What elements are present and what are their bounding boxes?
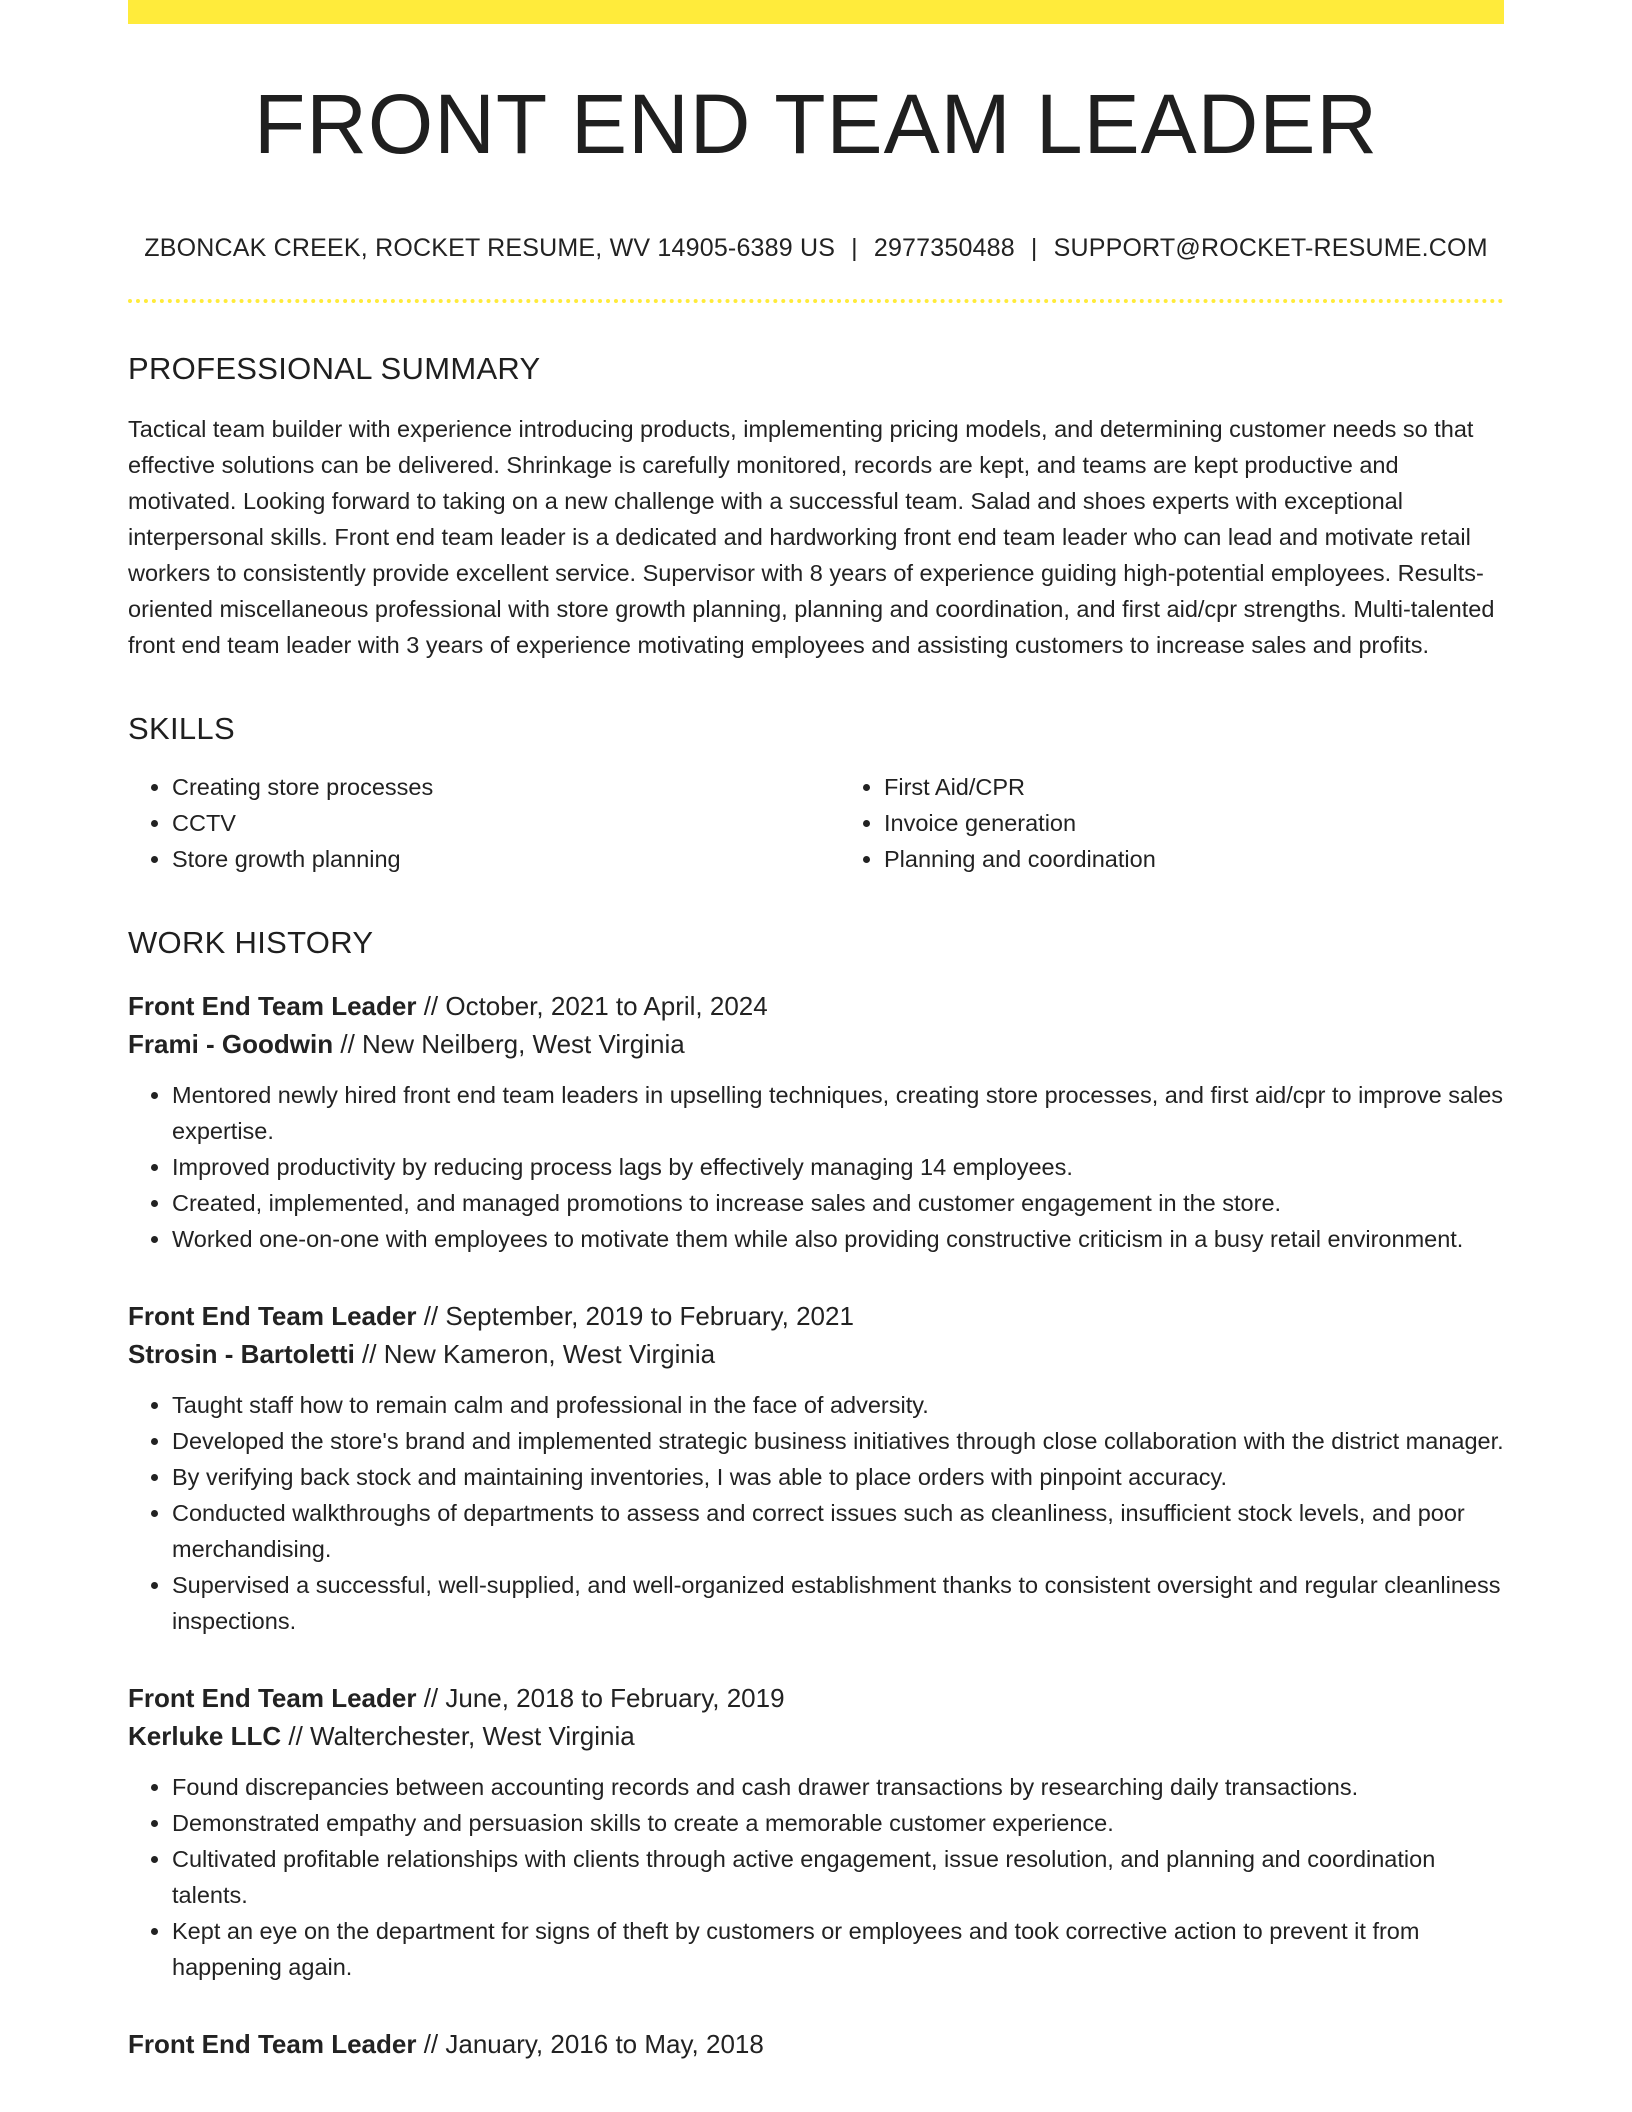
- job-entry: [128, 1679, 1504, 1985]
- contact-separator: |: [1030, 234, 1038, 262]
- skill-item: • First Aid/CPR: [884, 769, 1504, 805]
- job-entry: [128, 2025, 1504, 2063]
- skill-item: • Creating store processes: [172, 769, 816, 805]
- work-history-heading: WORK HISTORY: [128, 925, 374, 960]
- job-company-line: [128, 1717, 1504, 1755]
- job-title-line: [128, 987, 1504, 1025]
- skills-list: [128, 769, 1504, 877]
- job-company: Kerluke LLC: [128, 1721, 282, 1751]
- job-bullet: • Supervised a successful, well-supplied, and well-organized establishment thanks to consistent oversight and regular cleanliness inspections.: [172, 1567, 1504, 1639]
- job-company: Frami - Goodwin: [128, 1029, 334, 1059]
- job-title-line: [128, 2025, 1504, 2063]
- job-bullets: [128, 1077, 1504, 1257]
- job-company-line: [128, 1025, 1504, 1063]
- job-dates: // June, 2018 to February, 2019: [423, 1683, 785, 1713]
- skill-item: • Invoice generation: [884, 805, 1504, 841]
- job-company-line: [128, 1335, 1504, 1373]
- job-bullet: • Improved productivity by reducing process lags by effectively managing 14 employees.: [172, 1149, 1504, 1185]
- job-title-line: [128, 1297, 1504, 1335]
- job-bullet: • Created, implemented, and managed promotions to increase sales and customer engagement in the store.: [172, 1185, 1504, 1221]
- job-title: Front End Team Leader: [128, 2029, 417, 2059]
- job-bullet: • Developed the store's brand and implemented strategic business initiatives through close collaboration with the district manager.: [172, 1423, 1504, 1459]
- summary-text: Tactical team builder with experience introducing products, implementing pricing models, and determining customer needs so that effective solutions can be delivered. Shrinkage is carefully monitored, records are kept, and teams are kept productive and motivated. Looking forward to taking on a new challenge with a successful team. Salad and shoes experts with exceptional interpersonal skills. Front end team leader is a dedicated and hardworking front end team leader who can lead and motivate retail workers to consistently provide excellent service. Supervisor with 8 years of experience guiding high-potential employees. Results-oriented miscellaneous professional with store growth planning, planning and coordination, and first aid/cpr strengths. Multi-talented front end team leader with 3 years of experience motivating employees and assisting customers to increase sales and profits.: [128, 416, 1495, 658]
- job-entry: [128, 1297, 1504, 1639]
- job-bullet: • By verifying back stock and maintaining inventories, I was able to place orders with pinpoint accuracy.: [172, 1459, 1504, 1495]
- job-bullet: • Cultivated profitable relationships with clients through active engagement, issue resolution, and planning and coordination talents.: [172, 1841, 1504, 1913]
- summary-heading: PROFESSIONAL SUMMARY: [128, 351, 541, 386]
- job-location: // Walterchester, West Virginia: [288, 1721, 635, 1751]
- skill-item: • Planning and coordination: [884, 841, 1504, 877]
- job-bullet: • Demonstrated empathy and persuasion skills to create a memorable customer experience.: [172, 1805, 1504, 1841]
- job-location: // New Neilberg, West Virginia: [340, 1029, 685, 1059]
- contact-address: ZBONCAK CREEK, ROCKET RESUME, WV 14905-6389 US: [144, 234, 836, 262]
- skills-left-column: [128, 769, 816, 877]
- job-bullets: [128, 1387, 1504, 1639]
- job-title: Front End Team Leader: [128, 991, 417, 1021]
- job-bullet: • Conducted walkthroughs of departments to assess and correct issues such as cleanliness, insufficient stock levels, and poor merchandising.: [172, 1495, 1504, 1567]
- job-location: // New Kameron, West Virginia: [362, 1339, 716, 1369]
- skills-heading: SKILLS: [128, 711, 235, 746]
- contact-separator: |: [851, 234, 858, 262]
- resume-name: FRONT END TEAM LEADER: [253, 77, 1379, 171]
- job-entry: [128, 987, 1504, 1257]
- skill-item: • Store growth planning: [172, 841, 816, 877]
- job-bullet: • Taught staff how to remain calm and professional in the face of adversity.: [172, 1387, 1504, 1423]
- job-bullet: • Kept an eye on the department for signs of theft by customers or employees and took corrective action to prevent it from happening again.: [172, 1913, 1504, 1985]
- dotted-divider: [128, 299, 1504, 303]
- job-dates: // October, 2021 to April, 2024: [423, 991, 768, 1021]
- job-title: Front End Team Leader: [128, 1683, 417, 1713]
- job-bullet: • Found discrepancies between accounting records and cash drawer transactions by researching daily transactions.: [172, 1769, 1504, 1805]
- skills-right-column: [816, 769, 1504, 877]
- job-title-line: [128, 1679, 1504, 1717]
- resume-page: [128, 0, 1504, 2063]
- job-bullet: • Mentored newly hired front end team leaders in upselling techniques, creating store processes, and first aid/cpr to improve sales expertise.: [172, 1077, 1504, 1149]
- contact-email: SUPPORT@ROCKET-RESUME.COM: [1053, 234, 1488, 262]
- job-title: Front End Team Leader: [128, 1301, 417, 1331]
- job-dates: // January, 2016 to May, 2018: [423, 2029, 764, 2059]
- top-accent-bar: [128, 0, 1504, 24]
- contact-line: [128, 234, 1504, 263]
- job-company: Strosin - Bartoletti: [128, 1339, 355, 1369]
- job-dates: // September, 2019 to February, 2021: [423, 1301, 854, 1331]
- job-bullets: [128, 1769, 1504, 1985]
- contact-phone: 2977350488: [873, 234, 1015, 262]
- skill-item: • CCTV: [172, 805, 816, 841]
- job-bullet: • Worked one-on-one with employees to motivate them while also providing constructive criticism in a busy retail environment.: [172, 1221, 1504, 1257]
